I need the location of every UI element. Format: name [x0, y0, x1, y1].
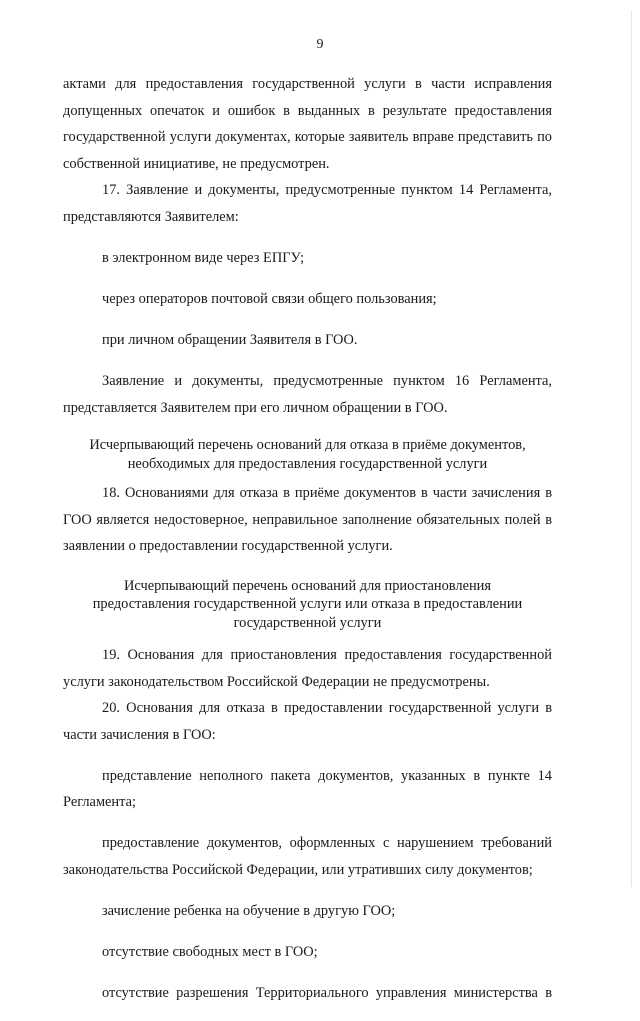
paragraph-18: 18. Основаниями для отказа в приёме документов в части зачисления в ГОО является недостоверное, неправильное заполнение обязательных полей в заявлении о предоставлении государственной услуги. — [63, 484, 552, 555]
section-heading-suspension-refusal — [63, 577, 552, 632]
heading-line: государственной услуги — [233, 614, 382, 631]
paragraph-17: 17. Заявление и документы, предусмотренные пунктом 14 Регламента, представляются Заявителем: — [63, 182, 552, 225]
list-item: отсутствие свободных мест в ГОО; — [102, 943, 318, 960]
heading-line: необходимых для предоставления государственной услуги — [127, 455, 488, 472]
list-item: при личном обращении Заявителя в ГОО. — [102, 331, 358, 348]
document-body — [63, 71, 552, 1021]
paragraph-20: 20. Основания для отказа в предоставлении государственной услуги в части зачисления в ГОО: — [63, 700, 552, 743]
section-heading-refusal-reception — [63, 436, 552, 473]
list-item: предоставление документов, оформленных с нарушением требований законодательства Российской Федерации, или утративших силу документов; — [63, 835, 552, 878]
paragraph-17-note: Заявление и документы, предусмотренные пунктом 16 Регламента, представляется Заявителем при его личном обращении в ГОО. — [63, 372, 552, 416]
list-item: отсутствие разрешения Территориального управления министерства в — [102, 984, 552, 1001]
list-item: в электронном виде через ЕПГУ; — [102, 249, 305, 266]
list-item: через операторов почтовой связи общего пользования; — [102, 290, 437, 307]
paragraph-continuation: актами для предоставления государственной услуги в части исправления допущенных опечаток и ошибок в выданных в результате предоставления государственной услуги документах, которые заявитель вправе представить по собственной инициативе, не предусмотрен. — [63, 76, 552, 172]
paragraph-19: 19. Основания для приостановления предоставления государственной услуги законодательством Российской Федерации не предусмотрены. — [63, 646, 552, 690]
list-item: представление неполного пакета документов, указанных в пункте 14 Регламента; — [63, 767, 552, 811]
heading-line: Исчерпывающий перечень оснований для отказа в приёме документов, — [89, 437, 526, 454]
page-edge-shadow — [631, 10, 632, 887]
heading-line: предоставления государственной услуги или отказа в предоставлении — [92, 596, 523, 613]
heading-line: Исчерпывающий перечень оснований для приостановления — [123, 577, 492, 594]
page-number: 9 — [316, 37, 324, 52]
list-item: зачисление ребенка на обучение в другую ГОО; — [102, 902, 396, 919]
